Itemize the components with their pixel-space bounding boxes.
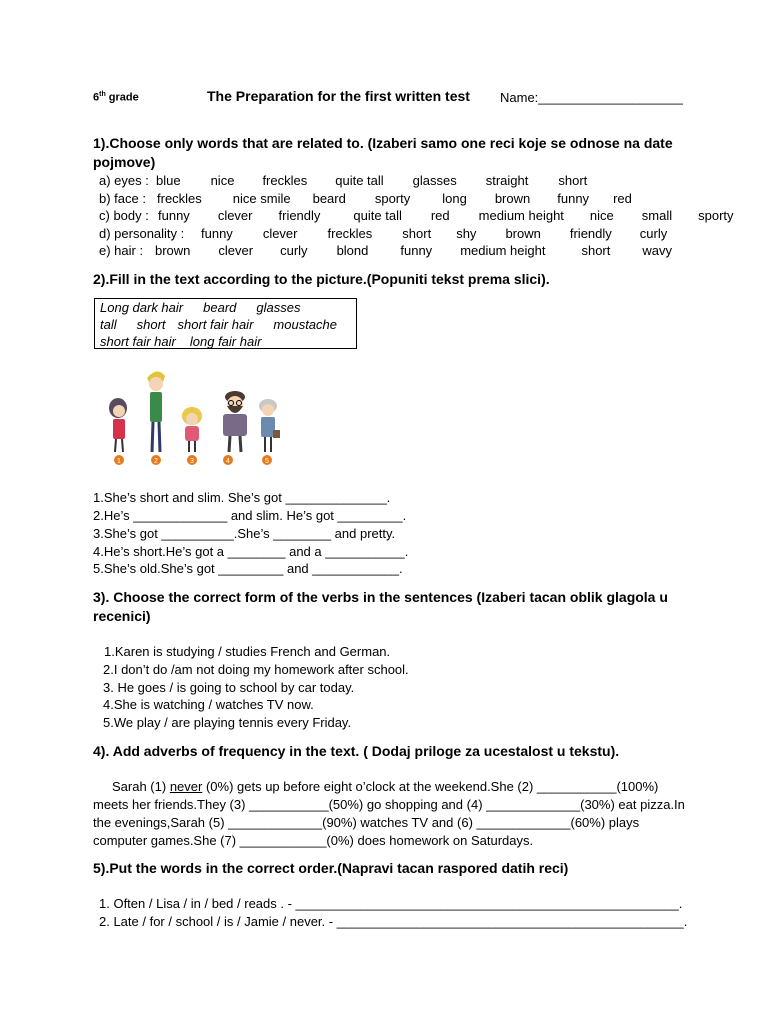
word-option[interactable]: long [442,191,467,206]
section-5-item: 1. Often / Lisa / in / bed / reads . - _____________________________________________________. [99,896,683,911]
word-box-row: short fair hair long fair hair [100,334,262,349]
word-option[interactable]: nice smile [232,191,291,206]
word-option[interactable]: wavy [642,243,672,258]
section-1-row-label: c) body : [99,208,149,223]
word-option[interactable]: curly [639,226,668,241]
word-option[interactable]: sporty [698,208,734,223]
section-1-row-label: e) hair : [99,243,144,258]
number-marker-label: 1 [117,458,121,465]
word-option[interactable]: short [402,226,432,241]
word-option[interactable]: brown [505,226,541,241]
section-4-line: the evenings,Sarah (5) _____________(90%) watches TV and (6) _____________(60%) plays [93,815,640,830]
section-1-row-label: d) personality : [99,226,185,241]
fill-in-sentence: 3.She’s got __________.She’s ________ and pretty. [93,526,396,541]
word-option[interactable]: friendly [278,208,321,223]
word-option[interactable]: small [641,208,673,223]
word-option[interactable]: brown [494,191,531,206]
example-answer: never [169,779,203,794]
word-option[interactable]: nice [589,208,614,223]
section-1-word-list [158,208,734,223]
verb-choice-sentence: 3. He goes / is going to school by car today. [103,680,355,695]
fill-in-sentence: 4.He’s short.He’s got a ________ and a ___________. [93,544,409,559]
word-option[interactable]: straight [485,173,529,188]
word-option[interactable]: glasses [412,173,457,188]
person-4-figure [223,391,247,452]
section-3-heading-cont: recenici) [93,608,151,624]
word-option[interactable]: shy [456,226,477,241]
section-3-heading: 3). Choose the correct form of the verbs in the sentences (Izaberi tacan oblik glagola u [93,589,668,605]
section-1-word-list [156,173,587,188]
word-option[interactable]: sporty [374,191,411,206]
section-2-heading: 2).Fill in the text according to the picture.(Popuniti tekst prema slici). [93,271,550,287]
word-option[interactable]: nice [210,173,235,188]
section-5-heading: 5).Put the words in the correct order.(Napravi tacan raspored datih reci) [93,860,569,876]
word-option[interactable]: freckles [262,173,308,188]
section-1-word-list [201,226,667,241]
grade-label: 6th grade [93,91,139,104]
section-1-row-label: b) face : [99,191,146,206]
number-marker-label: 4 [226,458,230,465]
word-option[interactable]: quite tall [335,173,384,188]
word-option[interactable]: red [430,208,450,223]
word-option[interactable]: medium height [478,208,564,223]
verb-choice-sentence: 5.We play / are playing tennis every Friday. [103,715,352,730]
word-box-row: Long dark hair beard glasses [100,300,301,315]
word-option[interactable]: red [613,191,632,206]
person-1-figure [109,398,127,452]
verb-choice-sentence: 2.I don’t do /am not doing my homework after school. [103,662,409,677]
word-option[interactable]: friendly [569,226,612,241]
word-option[interactable]: short [558,173,588,188]
word-option[interactable]: beard [312,191,346,206]
family-picture [97,364,339,472]
page-title: The Preparation for the first written test [207,88,470,104]
word-option[interactable]: freckles [327,226,373,241]
word-option[interactable]: funny [201,226,233,241]
verb-choice-sentence: 4.She is watching / watches TV now. [103,697,314,712]
word-option[interactable]: funny [158,208,190,223]
section-5-item: 2. Late / for / school / is / Jamie / never. - ________________________________________________. [99,914,688,929]
fill-in-sentence: 1.She’s short and slim. She’s got ______________. [93,490,391,505]
word-option[interactable]: brown [155,243,191,258]
fill-in-sentence: 5.She’s old.She’s got _________ and ____________. [93,561,403,576]
section-1-heading-cont: pojmove) [93,154,156,170]
word-option[interactable]: quite tall [353,208,402,223]
section-1-row-label: a) eyes : [99,173,149,188]
word-option[interactable]: medium height [460,243,546,258]
word-option[interactable]: clever [217,208,253,223]
word-option[interactable]: clever [218,243,254,258]
section-4-line: computer games.She (7) ____________(0%) does homework on Saturdays. [93,833,534,848]
section-4-line: meets her friends.They (3) ___________(50%) go shopping and (4) _____________(30%) eat pizza.In [93,797,685,812]
word-option[interactable]: funny [400,243,433,258]
section-4-heading: 4). Add adverbs of frequency in the text. ( Dodaj priloge za ucestalost u tekstu). [93,743,620,759]
section-1-word-list [155,243,672,258]
word-option[interactable]: clever [262,226,298,241]
word-box [94,298,357,349]
word-option[interactable]: funny [557,191,590,206]
word-option[interactable]: freckles [157,191,202,206]
word-option[interactable]: blue [156,173,181,188]
word-option[interactable]: short [581,243,611,258]
number-marker-label: 3 [190,458,194,465]
person-2-figure [147,371,165,452]
number-marker-label: 2 [154,458,158,465]
person-3-figure [182,407,202,452]
person-5-figure [259,399,280,452]
word-box-row: tall short short fair hair moustache [100,317,337,332]
word-option[interactable]: blond [336,243,369,258]
name-field[interactable]: Name:____________________ [500,90,683,105]
section-4-line: Sarah (1) never (0%) gets up before eight o’clock at the weekend.She (2) ___________(100%) [112,779,659,794]
fill-in-sentence: 2.He’s _____________ and slim. He’s got _________. [93,508,407,523]
verb-choice-sentence: 1.Karen is studying / studies French and German. [104,644,391,659]
number-marker-label: 5 [265,458,269,465]
section-1-heading: 1).Choose only words that are related to. (Izaberi samo one reci koje se odnose na date [93,135,673,151]
word-option[interactable]: curly [280,243,308,258]
section-1-word-list [157,191,632,206]
